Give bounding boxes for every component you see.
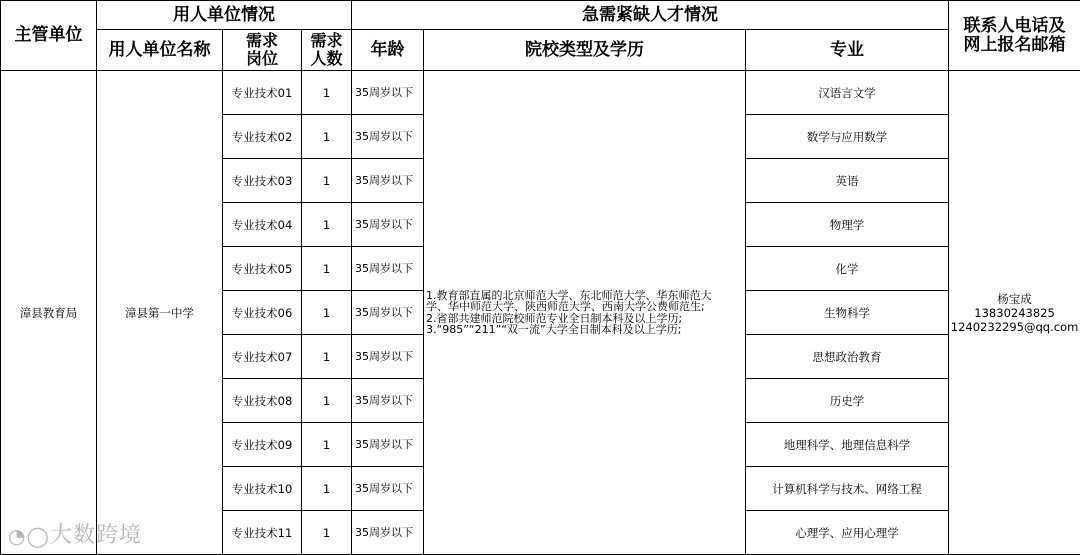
age-cell: 35周岁以下 [352, 511, 424, 555]
contact-phone: 13830243825 [949, 306, 1080, 320]
count-cell: 1 [302, 379, 352, 423]
age-cell: 35周岁以下 [352, 291, 424, 335]
age-cell: 35周岁以下 [352, 379, 424, 423]
post-cell: 专业技术10 [223, 467, 302, 511]
header-age: 年龄 [352, 30, 424, 71]
major-cell: 心理学、应用心理学 [746, 511, 949, 555]
major-cell: 化学 [746, 247, 949, 291]
post-cell: 专业技术07 [223, 335, 302, 379]
condition-line: 3.“985”“211”“双一流”大学全日制本科及以上学历; [426, 324, 743, 336]
header-school: 院校类型及学历 [424, 30, 746, 71]
contact-cell [949, 71, 1080, 555]
major-cell: 汉语言文学 [746, 71, 949, 115]
count-cell: 1 [302, 115, 352, 159]
header-post-line1: 需求 [223, 32, 301, 50]
count-cell: 1 [302, 203, 352, 247]
watermark-text: 大数跨境 [50, 523, 142, 548]
header-employer-group: 用人单位情况 [97, 1, 352, 30]
unit-cell: 漳县第一中学 [97, 71, 223, 555]
post-cell: 专业技术11 [223, 511, 302, 555]
age-cell: 35周岁以下 [352, 335, 424, 379]
age-cell: 35周岁以下 [352, 423, 424, 467]
count-cell: 1 [302, 159, 352, 203]
major-cell: 计算机科学与技术、网络工程 [746, 467, 949, 511]
age-cell: 35周岁以下 [352, 467, 424, 511]
contact-email: 1240232295@qq.com [949, 320, 1080, 334]
major-cell: 生物科学 [746, 291, 949, 335]
watermark [8, 518, 142, 549]
count-cell: 1 [302, 467, 352, 511]
condition-line: 学、华中师范大学、陕西师范大学、西南大学公费师范生; [426, 301, 743, 313]
table-row [1, 71, 1080, 115]
header-count-line2: 人数 [302, 50, 351, 68]
header-post [223, 30, 302, 71]
header-post-line2: 岗位 [223, 50, 301, 68]
condition-line: 1.教育部直属的北京师范大学、东北师范大学、华东师范大 [426, 290, 743, 302]
header-unit-name: 用人单位名称 [97, 30, 223, 71]
major-cell: 英语 [746, 159, 949, 203]
condition-line: 2.省部共建师范院校师范专业全日制本科及以上学历; [426, 313, 743, 325]
header-count-line1: 需求 [302, 32, 351, 50]
contact-name: 杨宝成 [949, 292, 1080, 306]
major-cell: 历史学 [746, 379, 949, 423]
header-contact [949, 1, 1080, 71]
post-cell: 专业技术05 [223, 247, 302, 291]
header-major: 专业 [746, 30, 949, 71]
count-cell: 1 [302, 511, 352, 555]
age-cell: 35周岁以下 [352, 115, 424, 159]
post-cell: 专业技术01 [223, 71, 302, 115]
count-cell: 1 [302, 247, 352, 291]
authority-cell: 漳县教育局 [1, 71, 97, 555]
post-cell: 专业技术08 [223, 379, 302, 423]
major-cell: 地理科学、地理信息科学 [746, 423, 949, 467]
major-cell: 物理学 [746, 203, 949, 247]
count-cell: 1 [302, 291, 352, 335]
header-authority: 主管单位 [1, 1, 97, 71]
age-cell: 35周岁以下 [352, 203, 424, 247]
header-contact-line1: 联系人电话及 [949, 17, 1080, 36]
post-cell: 专业技术02 [223, 115, 302, 159]
major-cell: 思想政治教育 [746, 335, 949, 379]
count-cell: 1 [302, 71, 352, 115]
header-contact-line2: 网上报名邮箱 [949, 36, 1080, 55]
header-count [302, 30, 352, 71]
post-cell: 专业技术03 [223, 159, 302, 203]
count-cell: 1 [302, 423, 352, 467]
count-cell: 1 [302, 335, 352, 379]
conditions-cell [424, 71, 746, 555]
major-cell: 数学与应用数学 [746, 115, 949, 159]
post-cell: 专业技术09 [223, 423, 302, 467]
age-cell: 35周岁以下 [352, 159, 424, 203]
age-cell: 35周岁以下 [352, 247, 424, 291]
post-cell: 专业技术04 [223, 203, 302, 247]
header-talent-group: 急需紧缺人才情况 [352, 1, 949, 30]
watermark-logo-icon: ◔◯ [8, 524, 42, 548]
post-cell: 专业技术06 [223, 291, 302, 335]
age-cell: 35周岁以下 [352, 71, 424, 115]
